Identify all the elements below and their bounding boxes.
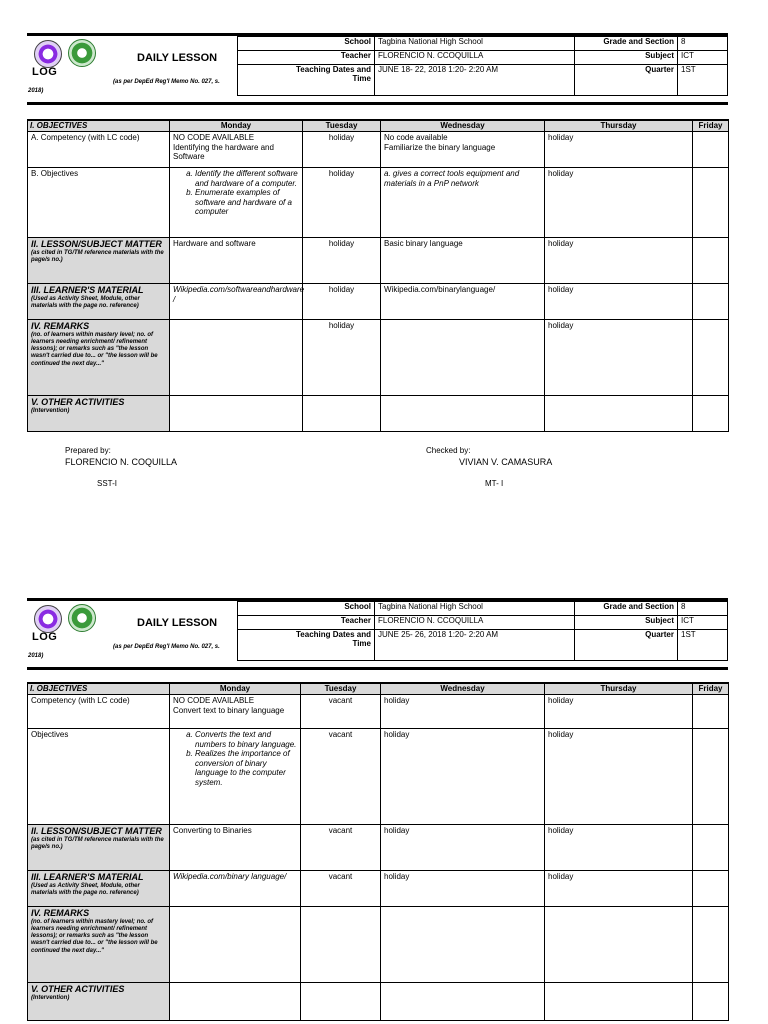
monday-cell [170, 907, 301, 983]
col-wednesday: Wednesday [381, 120, 545, 132]
remarks-subtitle: (no. of learners within mastery level; no. of learners needing enrichment/ refinement lessons); or remarks such as "the lesson wasn't carried due to... or "the lesson will be continued the next day..." [31, 918, 158, 954]
other-activities-label [28, 396, 170, 432]
table-row [28, 284, 729, 320]
table-row [28, 983, 729, 1021]
thursday-cell: holiday [545, 320, 693, 396]
wednesday-cell [381, 983, 545, 1021]
table-row [28, 729, 729, 825]
list-item: a. Converts the text and numbers to binary language. [195, 730, 297, 749]
dates-label [238, 64, 375, 95]
tuesday-cell: vacant [301, 825, 381, 871]
dates-label-line1: Teaching Dates and [296, 64, 371, 74]
header-info-table [237, 601, 575, 661]
monday-cell [170, 729, 301, 825]
lesson-label [28, 825, 170, 871]
subject-value: ICT [678, 615, 728, 629]
wednesday-code: No code available [384, 133, 448, 142]
memo-reference-year: 2018) [28, 653, 44, 659]
table-row [28, 132, 729, 168]
material-subtitle: (Used as Activity Sheet, Module, other materials with the page no. reference) [31, 295, 140, 309]
grade-label: Grade and Section [575, 37, 678, 51]
table-row [28, 907, 729, 983]
dates-label-line2: Time [352, 639, 371, 649]
friday-cell [693, 907, 729, 983]
friday-cell [693, 729, 729, 825]
region-seal-icon [68, 39, 96, 67]
material-label [28, 284, 170, 320]
friday-cell [693, 871, 729, 907]
monday-cell: Converting to Binaries [170, 825, 301, 871]
list-item: b. Realizes the importance of conversion of binary language to the computer system. [195, 749, 297, 787]
friday-cell [693, 825, 729, 871]
deped-seal-icon [34, 605, 62, 633]
monday-cell: Wikipedia.com/binary language/ [170, 871, 301, 907]
header-info-table [237, 36, 575, 96]
table-row [28, 825, 729, 871]
monday-cell [170, 320, 303, 396]
friday-cell [693, 132, 729, 168]
col-tuesday: Tuesday [301, 683, 381, 695]
teacher-value: FLORENCIO N. CCOQUILLA [375, 615, 575, 629]
thursday-cell: holiday [545, 168, 693, 238]
friday-cell [693, 168, 729, 238]
teacher-label: Teacher [238, 615, 375, 629]
wednesday-cell [381, 320, 545, 396]
col-objectives: I. OBJECTIVES [28, 683, 170, 695]
memo-reference: (as per DepEd Reg'l Memo No. 027, s. [113, 644, 220, 650]
table-row [28, 168, 729, 238]
lesson-title: II. LESSON/SUBJECT MATTER [31, 239, 162, 249]
deped-seal-icon [34, 40, 62, 68]
tuesday-cell: vacant [301, 695, 381, 729]
other-title: V. OTHER ACTIVITIES [31, 984, 125, 994]
prepared-position: SST-I [97, 479, 118, 488]
checked-position: MT- I [485, 479, 504, 488]
lesson-header [27, 598, 728, 670]
wednesday-cell [381, 907, 545, 983]
col-thursday: Thursday [545, 683, 693, 695]
page-title: DAILY LESSON [137, 617, 218, 629]
objectives-label: Objectives [28, 729, 170, 825]
header-grade-table [574, 36, 728, 96]
thursday-cell: holiday [545, 284, 693, 320]
lesson-log-sheet-2 [27, 598, 728, 1001]
log-label: LOG [32, 631, 58, 643]
teacher-value: FLORENCIO N. CCOQUILLA [375, 50, 575, 64]
other-activities-label [28, 983, 170, 1021]
table-row [28, 320, 729, 396]
quarter-label: Quarter [575, 64, 678, 95]
teacher-label: Teacher [238, 50, 375, 64]
subject-label: Subject [575, 50, 678, 64]
quarter-label: Quarter [575, 629, 678, 660]
material-title: III. LEARNER'S MATERIAL [31, 872, 144, 882]
quarter-value: 1ST [678, 629, 728, 660]
thursday-cell [545, 396, 693, 432]
friday-cell [693, 320, 729, 396]
other-title: V. OTHER ACTIVITIES [31, 397, 125, 407]
prepared-name: FLORENCIO N. COQUILLA [65, 457, 178, 467]
thursday-cell: holiday [545, 729, 693, 825]
monday-competency: Convert text to binary language [173, 705, 285, 715]
col-wednesday: Wednesday [381, 683, 545, 695]
col-objectives: I. OBJECTIVES [28, 120, 170, 132]
monday-cell [170, 983, 301, 1021]
col-tuesday: Tuesday [303, 120, 381, 132]
tuesday-cell [301, 983, 381, 1021]
monday-cell: Wikipedia.com/softwareandhardware / [170, 284, 303, 320]
material-subtitle: (Used as Activity Sheet, Module, other materials with the page no. reference) [31, 882, 140, 896]
memo-reference-year: 2018) [28, 88, 44, 94]
competency-label: A. Competency (with LC code) [28, 132, 170, 168]
col-thursday: Thursday [545, 120, 693, 132]
monday-competency: Identifying the hardware and Software [173, 142, 274, 162]
thursday-cell: holiday [545, 132, 693, 168]
monday-code: NO CODE AVAILABLE [173, 133, 255, 142]
tuesday-cell: holiday [303, 238, 381, 284]
wednesday-cell: holiday [381, 695, 545, 729]
wednesday-cell [381, 396, 545, 432]
friday-cell [693, 284, 729, 320]
material-label [28, 871, 170, 907]
tuesday-cell: vacant [301, 871, 381, 907]
table-row [28, 695, 729, 729]
monday-code: NO CODE AVAILABLE [173, 696, 255, 705]
tuesday-cell [301, 907, 381, 983]
lesson-log-sheet-1 [27, 33, 728, 488]
objectives-list [173, 169, 299, 217]
monday-cell [170, 168, 303, 238]
checked-name: VIVIAN V. CAMASURA [459, 457, 553, 467]
wednesday-cell: Basic binary language [381, 238, 545, 284]
dates-label-line2: Time [352, 74, 371, 84]
col-monday: Monday [170, 683, 301, 695]
wednesday-cell: holiday [381, 871, 545, 907]
dates-label-line1: Teaching Dates and [296, 629, 371, 639]
remarks-label [28, 907, 170, 983]
tuesday-cell: holiday [303, 320, 381, 396]
objectives-table [27, 682, 729, 1021]
grade-value: 8 [678, 602, 728, 616]
tuesday-cell: holiday [303, 132, 381, 168]
header-grade-table [574, 601, 728, 661]
tuesday-cell: holiday [303, 284, 381, 320]
table-row [28, 396, 729, 432]
thursday-cell: holiday [545, 695, 693, 729]
lesson-title: II. LESSON/SUBJECT MATTER [31, 826, 162, 836]
wednesday-cell: holiday [381, 825, 545, 871]
objectives-table [27, 119, 729, 432]
school-label: School [238, 37, 375, 51]
objectives-list [173, 730, 297, 788]
remarks-label [28, 320, 170, 396]
table-row [28, 238, 729, 284]
competency-label: Competency (with LC code) [28, 695, 170, 729]
wednesday-cell: a. gives a correct tools equipment and materials in a PnP network [381, 168, 545, 238]
wednesday-competency: Familiarize the binary language [384, 142, 496, 152]
monday-cell: Hardware and software [170, 238, 303, 284]
prepared-label: Prepared by: [65, 446, 111, 455]
list-item: b. Enumerate examples of software and hardware of a computer [195, 188, 299, 217]
subject-value: ICT [678, 50, 728, 64]
lesson-header [27, 33, 728, 105]
col-monday: Monday [170, 120, 303, 132]
grade-value: 8 [678, 37, 728, 51]
thursday-cell: holiday [545, 825, 693, 871]
remarks-subtitle: (no. of learners within mastery level; no. of learners needing enrichment/ refinement lessons); or remarks such as "the lesson wasn't carried due to... or "the lesson will be continued the next day..." [31, 331, 158, 367]
friday-cell [693, 238, 729, 284]
friday-cell [693, 983, 729, 1021]
log-label: LOG [32, 66, 58, 78]
table-row [28, 871, 729, 907]
other-subtitle: (Intervention) [31, 994, 70, 1001]
thursday-cell [545, 983, 693, 1021]
dates-value: JUNE 25- 26, 2018 1:20- 2:20 AM [375, 629, 575, 660]
remarks-title: IV. REMARKS [31, 321, 90, 331]
friday-cell [693, 396, 729, 432]
lesson-subtitle: (as cited in TG/TM reference materials with the page/s no.) [31, 836, 164, 850]
col-friday: Friday [693, 120, 729, 132]
list-item: a. Identify the different software and hardware of a computer. [195, 169, 299, 188]
thursday-cell: holiday [545, 238, 693, 284]
lesson-subtitle: (as cited in TG/TM reference materials with the page/s no.) [31, 249, 164, 263]
quarter-value: 1ST [678, 64, 728, 95]
dates-value: JUNE 18- 22, 2018 1:20- 2:20 AM [375, 64, 575, 95]
page-title: DAILY LESSON [137, 52, 218, 64]
memo-reference: (as per DepEd Reg'l Memo No. 027, s. [113, 79, 220, 85]
thursday-cell: holiday [545, 871, 693, 907]
lesson-label [28, 238, 170, 284]
wednesday-cell: Wikipedia.com/binarylanguage/ [381, 284, 545, 320]
monday-cell [170, 695, 301, 729]
other-subtitle: (Intervention) [31, 407, 70, 414]
remarks-title: IV. REMARKS [31, 908, 90, 918]
tuesday-cell: holiday [303, 168, 381, 238]
dates-label [238, 629, 375, 660]
friday-cell [693, 695, 729, 729]
school-label: School [238, 602, 375, 616]
objectives-label: B. Objectives [28, 168, 170, 238]
material-title: III. LEARNER'S MATERIAL [31, 285, 144, 295]
school-value: Tagbina National High School [375, 602, 575, 616]
tuesday-cell: vacant [301, 729, 381, 825]
tuesday-cell [303, 396, 381, 432]
region-seal-icon [68, 604, 96, 632]
wednesday-cell [381, 132, 545, 168]
checked-label: Checked by: [426, 446, 471, 455]
col-friday: Friday [693, 683, 729, 695]
subject-label: Subject [575, 615, 678, 629]
monday-cell [170, 396, 303, 432]
school-value: Tagbina National High School [375, 37, 575, 51]
grade-label: Grade and Section [575, 602, 678, 616]
thursday-cell [545, 907, 693, 983]
monday-cell [170, 132, 303, 168]
wednesday-cell: holiday [381, 729, 545, 825]
